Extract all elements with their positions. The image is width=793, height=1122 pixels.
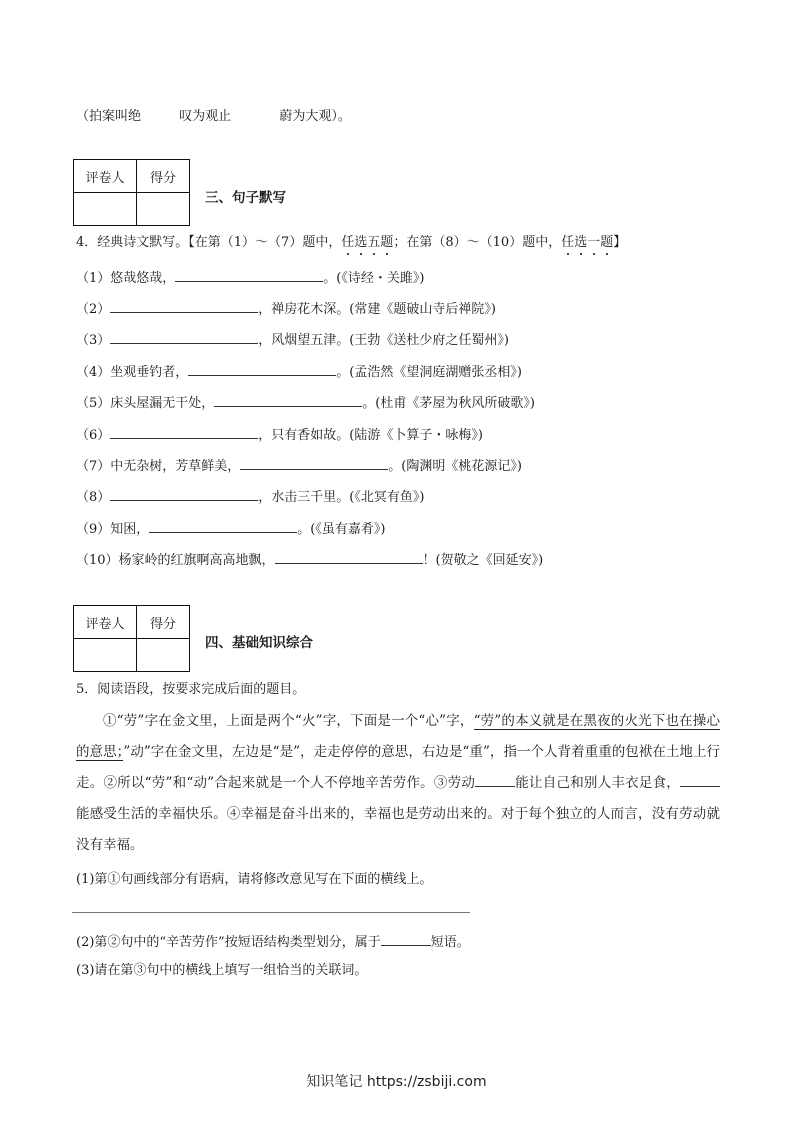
blank-phrase-type[interactable]	[381, 931, 431, 946]
grader-cell[interactable]	[74, 193, 137, 226]
section-title-3: 三、句子默写	[205, 190, 286, 206]
section-title-4: 四、基础知识综合	[205, 635, 313, 651]
fill-item: （2） ，禅房花木深。(常建《题破山寺后禅院》)	[76, 298, 496, 319]
fill-item: （7）中无杂树，芳草鲜美， 。(陶渊明《桃花源记》)	[76, 455, 522, 476]
fill-blank[interactable]	[240, 455, 388, 470]
answer-line[interactable]	[72, 912, 470, 913]
score-box-3	[73, 159, 190, 226]
score-cell[interactable]	[137, 193, 190, 226]
footer-watermark: 知识笔记 https://zsbiji.com	[306, 1074, 487, 1090]
fill-blank[interactable]	[275, 549, 423, 564]
fill-blank[interactable]	[110, 298, 258, 313]
blank-2[interactable]	[680, 772, 720, 787]
fill-blank[interactable]	[149, 518, 297, 533]
option-c: 蔚为大观）。	[279, 109, 351, 124]
fill-item: （4）坐观垂钓者， 。(孟浩然《望洞庭湖赠张丞相》)	[76, 361, 522, 382]
option-a: （拍案叫绝	[76, 109, 142, 124]
reading-passage: ①“劳”字在金文里，上面是两个“火”字，下面是一个“心”字，“劳”的本义就是在黑夜的火光下也在操心的意思；”动”字在金文里，左边是“是”，走走停停的意思，右边是“重”，指一个人背着重重的包袱在土地上行走。②所以“劳”和“动”合起来就是一个人不停地辛苦劳作。③劳动 能让自己和别人丰衣足食，能感受生活的幸福快乐。④幸福是奋斗出来的，幸福也是劳动出来的。对于每个独立的人而言，没有劳动就没有幸福。	[76, 713, 720, 853]
sub-question-2: (2)第②句中的“辛苦劳作”按短语结构类型划分，属于 短语。	[76, 931, 470, 952]
fill-item: （9）知困， 。(《虽有嘉肴》)	[76, 518, 385, 539]
score-box-4	[73, 605, 190, 672]
option-b: 叹为观止	[179, 109, 232, 124]
fill-blank[interactable]	[110, 329, 258, 344]
fill-item: （3） ，风烟望五津。(王勃《送杜少府之任蜀州》)	[76, 329, 509, 350]
emphasis-1: 任选五题	[341, 235, 394, 250]
fill-blank[interactable]	[188, 361, 336, 376]
fill-item: （5）床头屋漏无干处， 。(杜甫《茅屋为秋风所破歌》)	[76, 392, 535, 413]
question-5-intro: 5．阅读语段，按要求完成后面的题目。	[76, 682, 306, 697]
fill-item: （1）悠哉悠哉， 。(《诗经・关雎》)	[76, 267, 424, 288]
fill-blank[interactable]	[175, 267, 323, 282]
fill-item: （6） ，只有香如故。(陆游《卜算子・咏梅》)	[76, 424, 483, 445]
sub-question-1: (1)第①句画线部分有语病，请将修改意见写在下面的横线上。	[76, 872, 433, 887]
fill-blank[interactable]	[110, 424, 258, 439]
blank-1[interactable]	[475, 772, 515, 787]
fill-blank[interactable]	[110, 486, 258, 501]
score-header: 得分	[137, 160, 190, 193]
sub-question-3: (3)请在第③句中的横线上填写一组恰当的关联词。	[76, 963, 368, 978]
fill-item: （8） ，水击三千里。(《北冥有鱼》)	[76, 486, 424, 507]
score-header: 得分	[137, 606, 190, 639]
option-line	[76, 105, 351, 124]
underlined-sentence: “劳”的本义就是在黑夜的火光下也在操心的意思；	[76, 713, 720, 760]
grader-cell[interactable]	[74, 639, 137, 672]
score-cell[interactable]	[137, 639, 190, 672]
fill-blank[interactable]	[214, 392, 362, 407]
question-4-intro: 4．经典诗文默写。【在第（1）～（7）题中，任选五题；在第（8）～（10）题中，任选一题】	[76, 235, 627, 250]
emphasis-2: 任选一题	[561, 235, 614, 250]
fill-item: （10）杨家岭的红旗啊高高地飘， ！(贺敬之《回延安》)	[76, 549, 543, 570]
grader-header: 评卷人	[74, 160, 137, 193]
grader-header: 评卷人	[74, 606, 137, 639]
